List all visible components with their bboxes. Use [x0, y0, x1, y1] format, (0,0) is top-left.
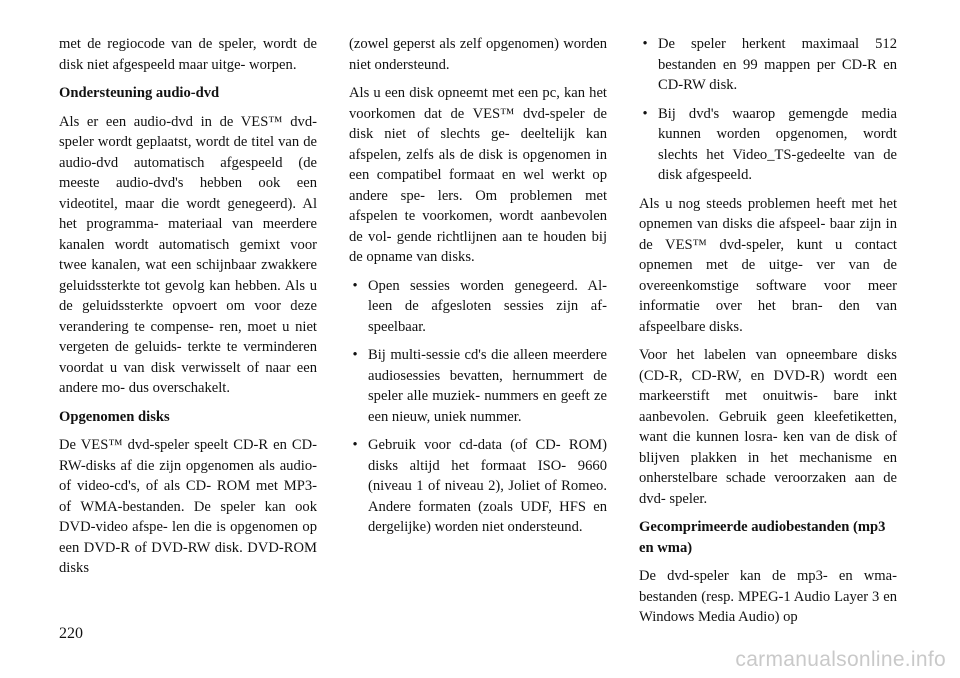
- text-column-middle: [349, 34, 607, 546]
- paragraph-labeling: Voor het labelen van opneembare disks (CD-R, CD-RW, en DVD-R) wordt een markeerstift met onuitwis- bare inkt aanbevolen. Gebruik geen kleefetiketten, want die kunnen losra- ken van de disk of blijven plakken in het mechanisme en onherstelbare schade veroorzaken aan de dvd- speler.: [639, 347, 897, 507]
- bullet-icon: •: [352, 437, 358, 453]
- paragraph-region-code: met de regiocode van de speler, wordt de disk niet afgespeeld maar uitge- worpen.: [59, 36, 317, 73]
- list-item: [349, 435, 607, 538]
- paragraph-pc-recording: Als u een disk opneemt met een pc, kan het voorkomen dat de VES™ dvd-speler de disk niet of slechts ge- deeltelijk kan afspelen, zelfs als de disk is opgenomen in een compatibel formaat en wel werkt op andere spe- lers. Om problemen met afspelen te voorkomen, wordt aanbevolen de vol- gende richtlijnen aan te houden bij de opname van disks.: [349, 85, 607, 265]
- text-column-left: [59, 34, 317, 587]
- bullet-icon: •: [352, 277, 358, 294]
- bullet-icon: •: [642, 105, 648, 122]
- list-item-text: Open sessies worden genegeerd. Al- leen de afgesloten sessies zijn af- speelbaar.: [368, 277, 607, 335]
- heading-compressed-audio: Gecomprimeerde audiobestanden (mp3 en wma): [639, 519, 886, 556]
- list-item-text: Bij multi-sessie cd's die alleen meerdere audiosessies bevatten, hernummert de speler alle muziek- nummers en geeft ze een nieuw, uniek nummer.: [368, 347, 607, 425]
- list-item: [639, 104, 897, 186]
- heading-recorded-disks: Opgenomen disks: [59, 408, 170, 425]
- paragraph-still-problems: Als u nog steeds problemen heeft met het opnemen van disks die afspeel- baar zijn in de VES™ dvd-speler, kunt u contact opnemen met de uitge- ver van de overeenkomstige software voor meer informatie over het bran- den van afspeelbare disks.: [639, 195, 897, 335]
- recording-guidelines-list: [349, 276, 607, 538]
- paragraph-compressed-audio: De dvd-speler kan de mp3- en wma- bestanden (resp. MPEG-1 Audio Layer 3 en Windows Media Audio) op: [639, 568, 897, 625]
- disk-limits-list: [639, 34, 897, 186]
- list-item: [349, 345, 607, 427]
- bullet-icon: •: [352, 347, 358, 363]
- paragraph-not-supported: (zowel geperst als zelf opgenomen) worden niet ondersteund.: [349, 36, 607, 73]
- list-item-text: Bij dvd's waarop gemengde media kunnen worden opgenomen, wordt slechts het Video_TS-gedeelte van de disk afgespeeld.: [658, 105, 897, 183]
- bullet-icon: •: [642, 36, 648, 52]
- heading-audio-dvd-support: Ondersteuning audio-dvd: [59, 85, 220, 101]
- paragraph-recorded-disks: De VES™ dvd-speler speelt CD-R en CD-RW-disks af die zijn opgenomen als audio- of video-cd's, of als CD- ROM met MP3- of WMA-bestanden. De speler kan ook DVD-video afspe- len die is opgenomen op een DVD-R of DVD-RW disk. DVD-ROM disks: [59, 437, 317, 576]
- list-item: [349, 276, 607, 338]
- text-column-right: [639, 34, 897, 636]
- watermark: carmanualsonline.info: [735, 648, 946, 671]
- list-item-text: Gebruik voor cd-data (of CD- ROM) disks altijd het formaat ISO- 9660 (niveau 1 of niveau 2), Joliet of Romeo. Andere formaten (zoals UDF, HFS en dergelijke) worden niet ondersteund.: [368, 437, 607, 535]
- list-item: [639, 34, 897, 96]
- paragraph-audio-dvd: Als er een audio-dvd in de VES™ dvd-speler wordt geplaatst, wordt de titel van de audio-dvd automatisch afgespeeld (de meeste audio-dvd's hebben ook een videotitel, maar die wordt genegeerd). Al het programma- materiaal van meerdere kanalen wordt automatisch gemixt voor twee kanalen, wat een schijnbaar zwakkere geluidssterkte tot gevolg kan hebben. Als u de geluidssterkte opvoert om voor deze verandering te compense- ren, moet u niet vergeten de geluids- terkte te verminderen voordat u van disk verwisselt of naar een andere mo- dus overschakelt.: [59, 113, 317, 396]
- page-number: 220: [59, 625, 83, 642]
- list-item-text: De speler herkent maximaal 512 bestanden en 99 mappen per CD-R en CD-RW disk.: [658, 36, 897, 93]
